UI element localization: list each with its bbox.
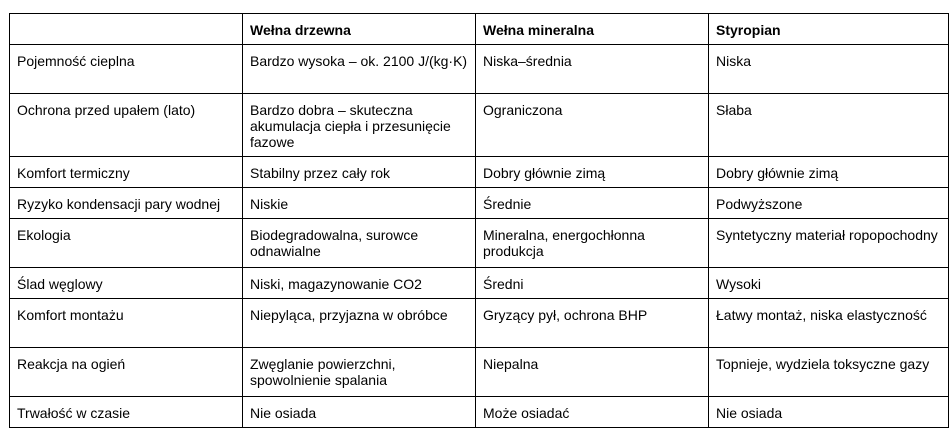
table-cell: Dobry głównie zimą xyxy=(476,157,709,188)
row-label: Ekologia xyxy=(10,219,243,268)
table-cell: Ograniczona xyxy=(476,94,709,157)
table-cell: Słaba xyxy=(709,94,949,157)
row-label: Pojemność cieplna xyxy=(10,45,243,94)
table-row xyxy=(10,299,949,348)
table-cell: Może osiadać xyxy=(476,397,709,428)
comparison-table xyxy=(9,13,949,428)
table-cell: Niskie xyxy=(243,188,476,219)
table-cell: Niska xyxy=(709,45,949,94)
table-row xyxy=(10,94,949,157)
table-row xyxy=(10,188,949,219)
table-cell: Średnie xyxy=(476,188,709,219)
table-row xyxy=(10,397,949,428)
table-cell: Łatwy montaż, niska elastyczność xyxy=(709,299,949,348)
table-cell: Średni xyxy=(476,268,709,299)
table-cell: Syntetyczny materiał ropopochodny xyxy=(709,219,949,268)
row-label: Reakcja na ogień xyxy=(10,348,243,397)
table-cell: Zwęglanie powierzchni, spowolnienie spalania xyxy=(243,348,476,397)
header-cell-mineral-wool: Wełna mineralna xyxy=(476,14,709,45)
table-cell: Gryzący pył, ochrona BHP xyxy=(476,299,709,348)
table-cell: Niepalna xyxy=(476,348,709,397)
table-cell: Niski, magazynowanie CO2 xyxy=(243,268,476,299)
table-cell: Nie osiada xyxy=(243,397,476,428)
table-row xyxy=(10,45,949,94)
table-cell: Bardzo wysoka – ok. 2100 J/(kg·K) xyxy=(243,45,476,94)
row-label: Komfort termiczny xyxy=(10,157,243,188)
table-cell: Podwyższone xyxy=(709,188,949,219)
table-row xyxy=(10,268,949,299)
table-row xyxy=(10,157,949,188)
row-label: Komfort montażu xyxy=(10,299,243,348)
table-header-row xyxy=(10,14,949,45)
table-cell: Niepyląca, przyjazna w obróbce xyxy=(243,299,476,348)
comparison-table-container xyxy=(9,13,949,428)
row-label: Ochrona przed upałem (lato) xyxy=(10,94,243,157)
row-label: Ślad węglowy xyxy=(10,268,243,299)
row-label: Trwałość w czasie xyxy=(10,397,243,428)
table-cell: Biodegradowalna, surowce odnawialne xyxy=(243,219,476,268)
table-cell: Nie osiada xyxy=(709,397,949,428)
table-cell: Dobry głównie zimą xyxy=(709,157,949,188)
table-cell: Bardzo dobra – skuteczna akumulacja ciepła i przesunięcie fazowe xyxy=(243,94,476,157)
table-cell: Stabilny przez cały rok xyxy=(243,157,476,188)
table-cell: Wysoki xyxy=(709,268,949,299)
header-cell-wood-wool: Wełna drzewna xyxy=(243,14,476,45)
table-row xyxy=(10,348,949,397)
table-cell: Topnieje, wydziela toksyczne gazy xyxy=(709,348,949,397)
table-cell: Niska–średnia xyxy=(476,45,709,94)
table-row xyxy=(10,219,949,268)
header-cell-empty xyxy=(10,14,243,45)
table-cell: Mineralna, energochłonna produkcja xyxy=(476,219,709,268)
header-cell-styrofoam: Styropian xyxy=(709,14,949,45)
row-label: Ryzyko kondensacji pary wodnej xyxy=(10,188,243,219)
